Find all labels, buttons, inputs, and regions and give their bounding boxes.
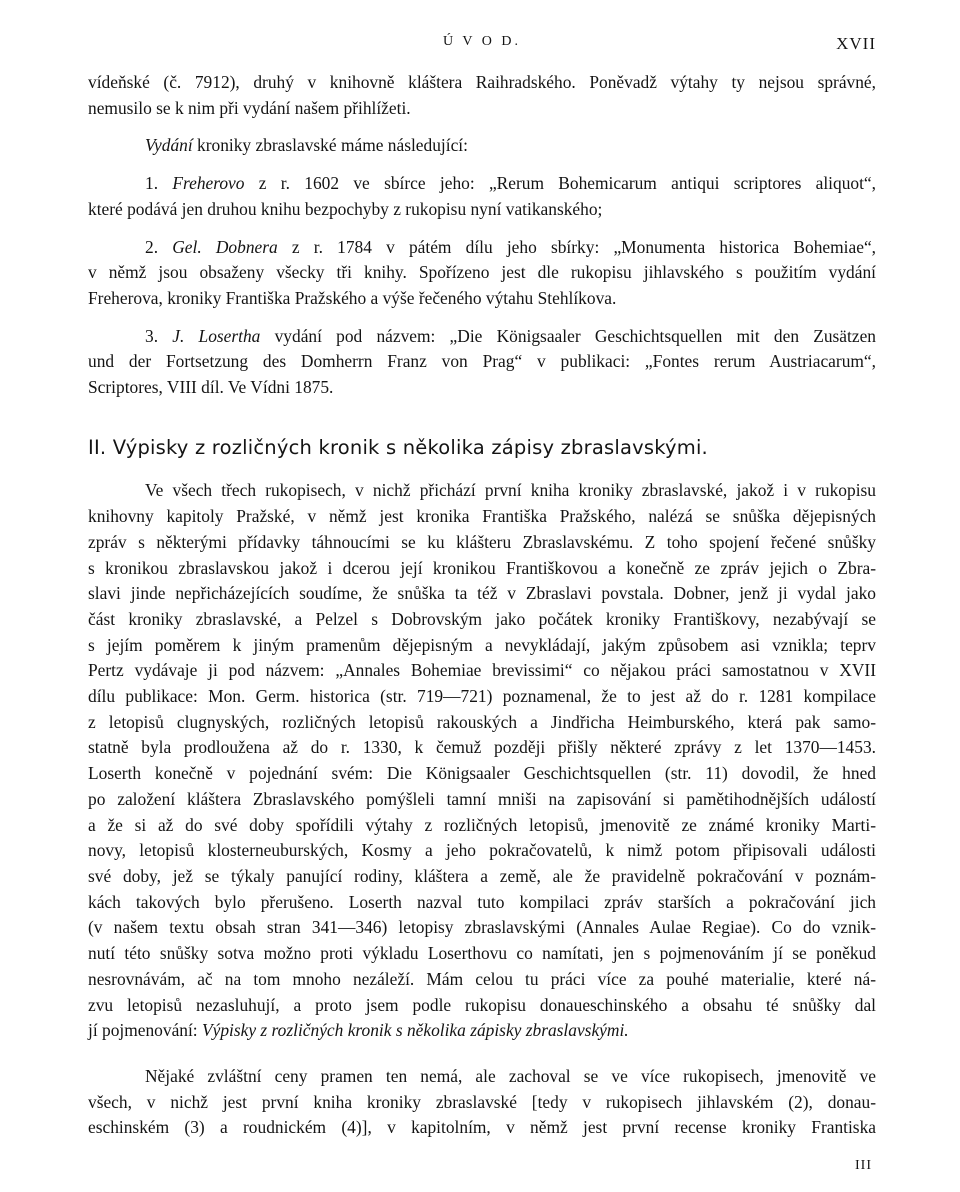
running-title: Ú V O D. (443, 34, 521, 49)
paragraph-editions-intro (88, 133, 876, 159)
text-line: Freherova, kroniky Františka Pražského a výše řečeného výtahu Stehlíkova. (88, 287, 617, 308)
section-heading: II. Výpisky z rozličných kronik s několika zápisy zbraslavskými. (88, 435, 708, 459)
text-line (88, 235, 876, 261)
page-header (88, 34, 876, 58)
italic-term: Gel. Dobnera (172, 236, 278, 257)
text-line: kách takových bylo přerušeno. Loserth nazval tuto kompilaci zpráv starších a pokračování jich (88, 891, 876, 912)
paragraph-edition-1 (88, 171, 876, 222)
text-line (88, 171, 876, 197)
text-fragment: kroniky zbraslavské máme následující: (197, 135, 468, 156)
text-line: Ve všech třech rukopisech, v nichž přichází první kniha kroniky zbraslavské, jakož i v rukopisu (145, 480, 876, 501)
paragraph-section-body (88, 478, 876, 1043)
text-line: zvu letopisů nezasluhují, a proto jsem podle rukopisu donaueschinského a obsahu té snůšky dal (88, 994, 876, 1015)
page-number: XVII (836, 34, 876, 53)
text-line: nutí této snůšky sotva možno proti výkladu Loserthovu co namítati, jen s pojmenováním jí se poněkud (88, 943, 876, 964)
paragraph-closing (88, 1064, 876, 1141)
text-line: Nějaké zvláštní ceny pramen ten nemá, ale zachoval se ve více rukopisech, jmenovitě ve (145, 1065, 876, 1086)
text-line (88, 324, 876, 350)
text-line: s kronikou zbraslavskou jakož i dcerou její kronikou Františkovou a konečně ze zpráv jejich o Zbra- (88, 557, 876, 578)
italic-term: Freherovo (172, 173, 245, 194)
paragraph-edition-2 (88, 235, 876, 312)
italic-term: Vydání (145, 135, 193, 156)
text-line: nemusilo se k nim při vydání našem přihlížeti. (88, 97, 411, 118)
text-line: všech, v nichž jest první kniha kroniky zbraslavské [tedy v rukopisech jihlavském (2), donau- (88, 1091, 876, 1112)
text-line: z letopisů clugnyských, rozličných letopisů rakouských a Jindřicha Heimburského, která pak samo- (88, 711, 876, 732)
paragraph-1 (88, 70, 876, 121)
text-line: (v našem textu obsah stran 341—346) letopisy zbraslavskými (Annales Aulae Regiae). Co do vznik- (88, 917, 876, 938)
text-fragment: jí pojmenování: (88, 1020, 198, 1041)
text-line: nesrovnávám, ač na tom mnoho nezáleží. Mám celou tu práci více za pouhé materialie, které ná- (88, 968, 876, 989)
text-line: dílu publikace: Mon. Germ. historica (str. 719—721) poznamenal, že to jest až do r. 1281 kompilace (88, 686, 876, 707)
text-line: zpráv s některými přídavky táhnoucími se ku klášteru Zbraslavskému. Z toho spojení řečené snůšky (88, 531, 876, 552)
list-number: 2. (145, 236, 159, 257)
text-line: část kroniky zbraslavské, a Pelzel s Dobrovským jako počátek kroniky Františkovy, nezabývají se (88, 608, 876, 629)
text-line: novy, letopisů klosterneuburských, Kosmy a jeho pokračovatelů, k nimž potom připisovali události (88, 840, 876, 861)
text-line: statně byla prodloužena až do r. 1330, k čemuž později přišly některé zprávy z let 1370—1453. (88, 737, 876, 758)
text-fragment: z r. 1602 ve sbírce jeho: „Rerum Bohemicarum antiqui scriptores aliquot“, (258, 173, 876, 194)
list-number: 1. (145, 173, 159, 194)
text-line: a že si až do své doby spořídili výtahy z rozličných letopisů, jmenovitě ze známé kroniky Marti- (88, 814, 876, 835)
text-line: své doby, jež se týkaly panující rodiny, kláštera a země, ale že pravidelně pokračování v poznám- (88, 865, 876, 886)
text-line: v němž jsou obsaženy všecky tři knihy. Spořízeno jest dle rukopisu jihlavského s použitím vydání (88, 262, 876, 283)
text-line: Scriptores, VIII díl. Ve Vídni 1875. (88, 377, 334, 398)
text-line: Pertz vydávaje ji pod názvem: „Annales Bohemiae brevissimi“ co nějakou práci samostatnou v XVII (88, 660, 876, 681)
signature-mark: III (855, 1158, 872, 1173)
paragraph-edition-3 (88, 324, 876, 401)
text-line: vídeňské (č. 7912), druhý v knihovně kláštera Raihradského. Poněvadž výtahy ty nejsou správné, (88, 72, 876, 92)
text-line: und der Fortsetzung des Domherrn Franz von Prag“ v publikaci: „Fontes rerum Austriacarum“, (88, 351, 876, 372)
text-fragment: vydání pod názvem: „Die Königsaaler Geschichtsquellen mit den Zusätzen (274, 325, 876, 346)
text-line: po založení kláštera Zbraslavského pomýšleli tamní mniši na zapisování si pamětihodnějších událostí (88, 788, 876, 809)
text-line: které podává jen druhou knihu bezpochyby z rukopisu nyní vatikanského; (88, 198, 603, 219)
list-number: 3. (145, 325, 159, 346)
text-line: knihovny kapitoly Pražské, v němž jest kronika Františka Pražského, nalézá se snůška dějepisných (88, 506, 876, 527)
text-line: s jejím poměrem k jiným pramenům dějepisným a nevykládají, jakým způsobem asi vznikla; teprv (88, 634, 876, 655)
italic-title: Výpisky z rozličných kronik s několika zápisky zbraslavskými. (202, 1020, 629, 1041)
text-fragment: z r. 1784 v pátém dílu jeho sbírky: „Monumenta historica Bohemiae“, (291, 236, 877, 257)
text-line (145, 133, 876, 159)
body-text (88, 70, 876, 1141)
italic-term: J. Losertha (172, 325, 261, 346)
text-line: slavi jinde nepřicházejících soudíme, že snůška ta též v Zbraslavi povstala. Dobner, jenž ji vydal jako (88, 583, 876, 604)
text-line: Loserth konečně v pojednání svém: Die Königsaaler Geschichtsquellen (str. 11) dovodil, že hned (88, 763, 876, 784)
text-line (88, 1018, 876, 1044)
text-line: eschinském (3) a roudnickém (4)], v kapitolním, v němž jest první recense kroniky Frantiska (88, 1117, 876, 1138)
